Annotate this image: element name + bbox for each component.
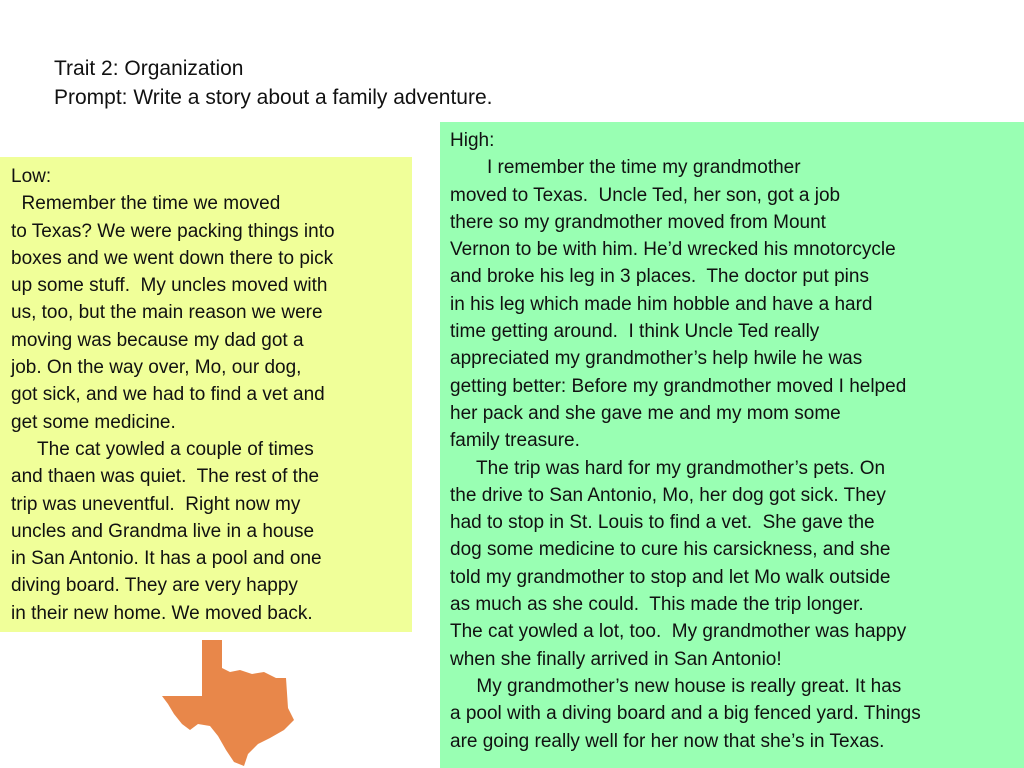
low-text-line: and thaen was quiet. The rest of the [11,466,320,488]
low-text-line: Remember the time we moved [11,193,281,215]
low-text-line: moving was because my dad got a [11,329,304,351]
low-label: Low: [11,166,52,187]
low-text-line: in San Antonio. It has a pool and one [11,548,322,570]
low-text-line: job. On the way over, Mo, our dog, [11,357,302,379]
low-sample-box [0,157,412,632]
high-text-line: I remember the time my grandmother [450,157,801,179]
low-text [11,190,412,627]
high-text-line: a pool with a diving board and a big fenced yard. Things [450,703,921,725]
texas-map-icon [160,638,300,768]
high-text-line: and broke his leg in 3 places. The doctor put pins [450,266,869,288]
low-text-line: up some stuff. My uncles moved with [11,275,328,297]
high-text-line: told my grandmother to stop and let Mo walk outside [450,566,891,588]
high-text-line: My grandmother’s new house is really great. It has [450,675,902,697]
low-text-line: us, too, but the main reason we were [11,302,323,324]
low-text-line: in their new home. We moved back. [11,602,313,624]
low-text-line: The cat yowled a couple of times [11,438,314,460]
low-text-line: uncles and Grandma live in a house [11,520,315,542]
prompt-text: Prompt: Write a story about a family adventure. [54,86,493,109]
low-text-line: got sick, and we had to find a vet and [11,384,325,406]
low-text-line: get some medicine. [11,411,176,433]
high-text-line: getting better: Before my grandmother moved I helped [450,375,907,397]
high-text-line: The cat yowled a lot, too. My grandmother was happy [450,621,907,643]
high-text-line: appreciated my grandmother’s help hwile he was [450,348,863,370]
high-text-line: her pack and she gave me and my mom some [450,402,841,424]
low-text-line: trip was uneventful. Right now my [11,493,301,515]
high-text-line: the drive to San Antonio, Mo, her dog got sick. They [450,484,886,506]
high-sample-box [440,122,1024,768]
high-text-line: family treasure. [450,430,580,452]
low-text-line: diving board. They are very happy [11,575,298,597]
high-text-line: there so my grandmother moved from Mount [450,211,826,233]
high-text-line: when she finally arrived in San Antonio! [450,648,782,670]
high-text-line: had to stop in St. Louis to find a vet. She gave the [450,512,875,534]
trait-title: Trait 2: Organization [54,57,244,80]
high-text-line: Vernon to be with him. He’d wrecked his mnotorcycle [450,239,896,261]
low-text-line: boxes and we went down there to pick [11,247,334,269]
high-text-line: moved to Texas. Uncle Ted, her son, got a job [450,184,841,206]
high-text-line: dog some medicine to cure his carsickness, and she [450,539,891,561]
slide-header [54,54,492,112]
high-label: High: [450,130,495,151]
texas-shape [162,640,294,766]
low-text-line: to Texas? We were packing things into [11,220,335,242]
high-text-line: in his leg which made him hobble and have a hard [450,293,873,315]
high-text-line: time getting around. I think Uncle Ted really [450,321,820,343]
high-text-line: as much as she could. This made the trip longer. [450,594,864,616]
high-text-line: are going really well for her now that she’s in Texas. [450,730,885,752]
high-text [450,154,1024,755]
high-text-line: The trip was hard for my grandmother’s pets. On [450,457,886,479]
